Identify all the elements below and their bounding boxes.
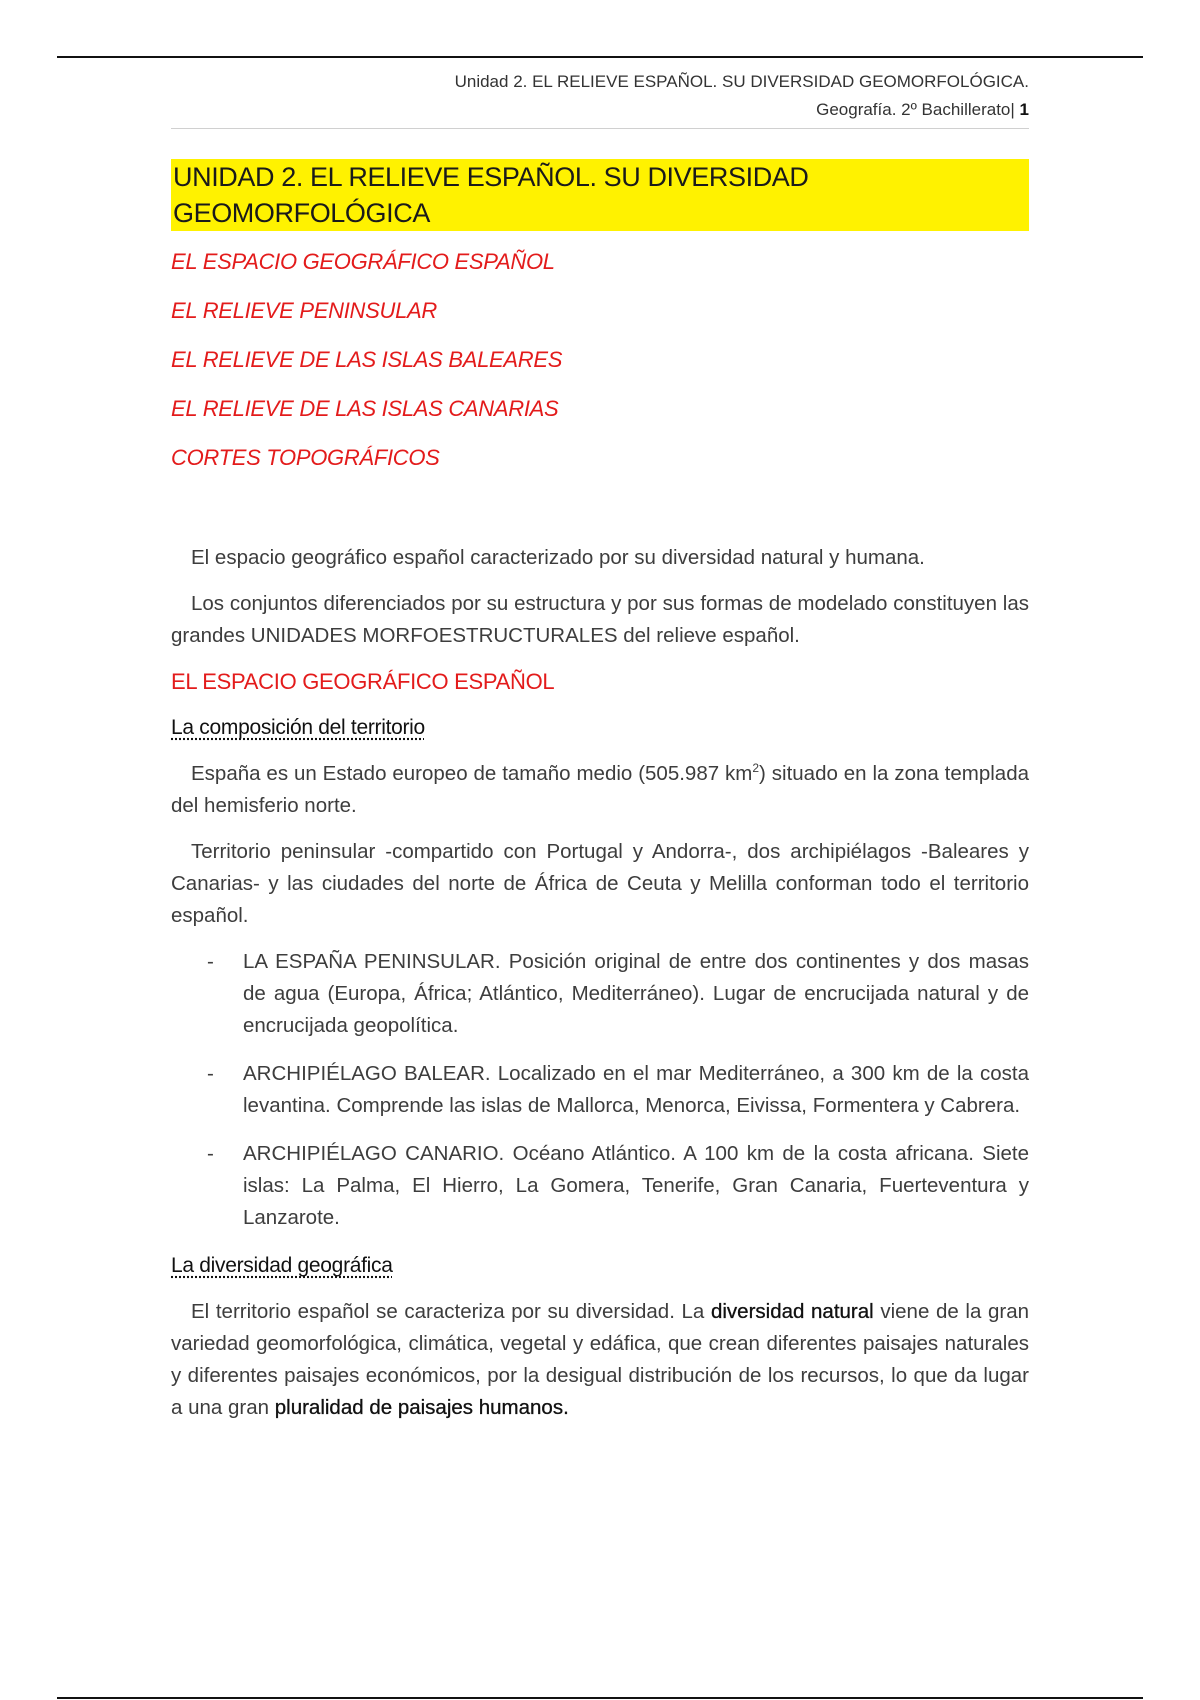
list-item-text: LA ESPAÑA PENINSULAR. Posición original de entre dos continentes y dos masas de agua (Europa, África; Atlántico, Mediterráneo). Lugar de encrucijada natural y de encrucijada geopolítica. xyxy=(243,950,1029,1037)
paragraph-diversidad xyxy=(171,1296,1029,1424)
paragraph-diversidad-text: El territorio español se caracteriza por su diversidad. La xyxy=(191,1300,711,1323)
top-rule xyxy=(57,56,1143,58)
bullet-dash: - xyxy=(207,1142,214,1165)
page-number: 1 xyxy=(1019,100,1029,119)
intro-paragraph-2: Los conjuntos diferenciados por su estructura y por sus formas de modelado constituyen las grandes UNIDADES MORFOESTRUCTURALES del relieve español. xyxy=(171,592,1029,647)
list-item xyxy=(171,1138,1029,1234)
toc-item: CORTES TOPOGRÁFICOS xyxy=(171,445,440,470)
header-separator: | xyxy=(1010,100,1015,119)
emphasis-pluralidad: pluralidad de paisajes humanos. xyxy=(274,1396,569,1419)
paragraph-tamano-text: España es un Estado europeo de tamaño medio (505.987 km xyxy=(191,762,753,785)
bullet-dash: - xyxy=(207,950,214,973)
intro xyxy=(171,542,1029,652)
document-page xyxy=(171,68,1029,1438)
paragraph-diversidad-text-mid: viene de la gran variedad geomorfológica, climática, vegetal y edáfica, que crean diferentes paisajes naturales y diferentes paisajes económicos, por la desigual distribución de los recursos, lo que da lugar a una gran xyxy=(171,1300,1030,1419)
unit-title: UNIDAD 2. EL RELIEVE ESPAÑOL. SU DIVERSIDAD GEOMORFOLÓGICA xyxy=(171,159,1029,231)
bullet-dash: - xyxy=(207,1062,214,1085)
header-course: Geografía. 2º Bachillerato xyxy=(816,100,1011,119)
intro-paragraph-1: El espacio geográfico español caracterizado por su diversidad natural y humana. xyxy=(191,546,925,569)
bottom-rule xyxy=(57,1697,1143,1699)
toc-item: EL RELIEVE DE LAS ISLAS BALEARES xyxy=(171,347,563,372)
list-item-text: ARCHIPIÉLAGO BALEAR. Localizado en el mar Mediterráneo, a 300 km de la costa levantina. Comprende las islas de Mallorca, Menorca, Eivissa, Formentera y Cabrera. xyxy=(243,1062,1029,1117)
list-item-text: ARCHIPIÉLAGO CANARIO. Océano Atlántico. A 100 km de la costa africana. Siete islas: La Palma, El Hierro, La Gomera, Tenerife, Gran Canaria, Fuerteventura y Lanzarote. xyxy=(243,1142,1029,1229)
subheading-diversidad: La diversidad geográfica xyxy=(171,1254,393,1277)
paragraph-tamano xyxy=(171,758,1029,822)
toc-item: EL RELIEVE PENINSULAR xyxy=(171,298,437,323)
section-heading: EL ESPACIO GEOGRÁFICO ESPAÑOL xyxy=(171,669,555,694)
list-item xyxy=(171,946,1029,1042)
header-line-2 xyxy=(171,96,1029,124)
bullet-list xyxy=(171,946,1029,1234)
toc-item: EL ESPACIO GEOGRÁFICO ESPAÑOL xyxy=(171,249,555,274)
table-of-contents xyxy=(171,237,1029,482)
toc-item: EL RELIEVE DE LAS ISLAS CANARIAS xyxy=(171,396,559,421)
header-line-1: Unidad 2. EL RELIEVE ESPAÑOL. SU DIVERSIDAD GEOMORFOLÓGICA. xyxy=(454,72,1029,91)
superscript: 2 xyxy=(752,761,760,776)
running-header xyxy=(171,68,1029,129)
paragraph-tamano-text-end: ) situado en la zona templada del hemisferio norte. xyxy=(171,762,1029,817)
paragraph-territorio: Territorio peninsular -compartido con Portugal y Andorra-, dos archipiélagos -Baleares y Canarias- y las ciudades del norte de África de Ceuta y Melilla conforman todo el territorio español. xyxy=(171,840,1029,927)
emphasis-diversidad-natural: diversidad natural xyxy=(710,1300,874,1323)
subheading-composicion: La composición del territorio xyxy=(171,716,425,739)
list-item xyxy=(171,1058,1029,1122)
